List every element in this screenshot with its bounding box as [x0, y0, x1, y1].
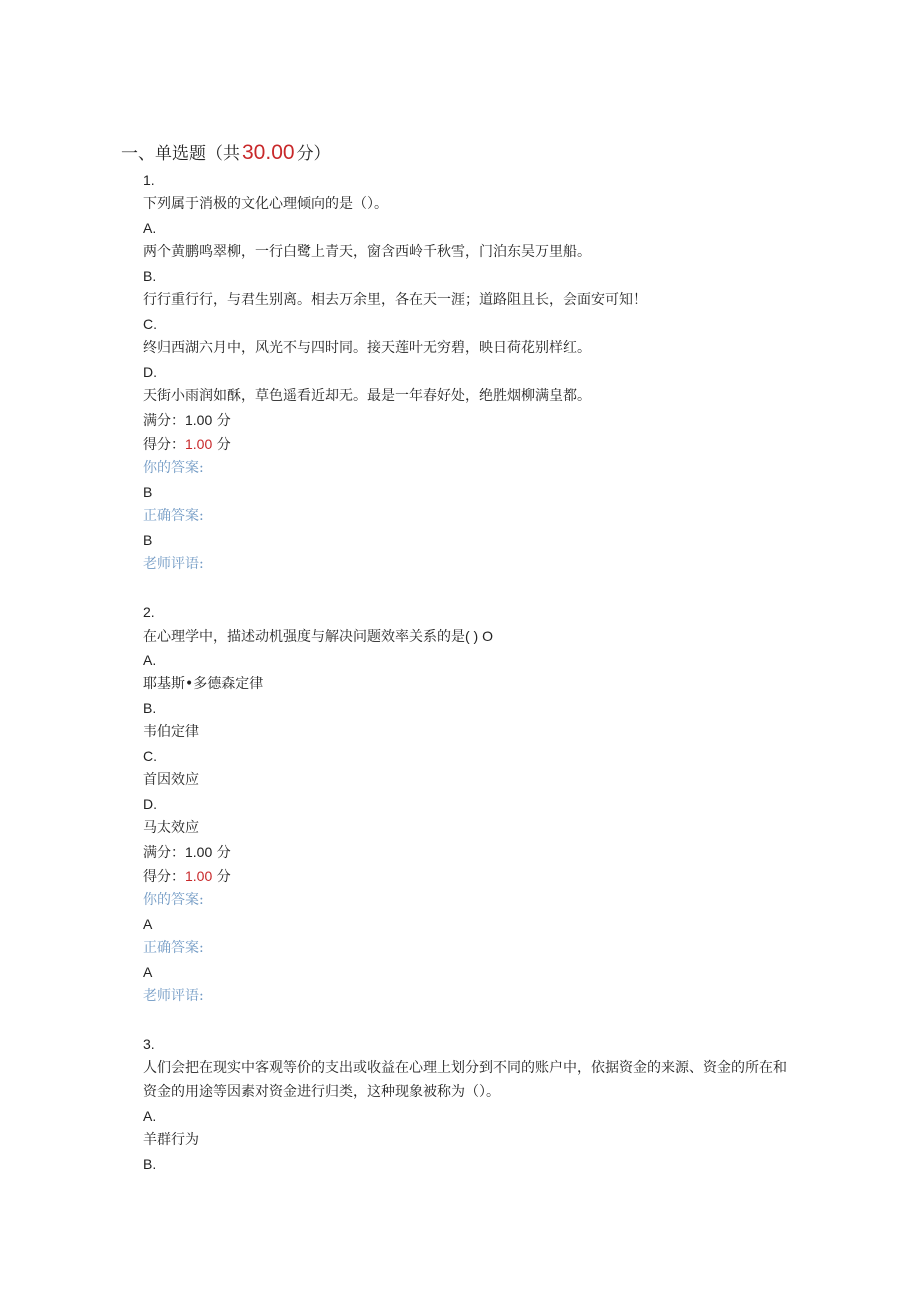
- question-1: [143, 168, 788, 600]
- score-label: 得分：: [143, 437, 185, 453]
- option-b-text: 韦伯定律: [143, 724, 199, 740]
- correct-answer-value: B: [143, 532, 153, 548]
- correct-answer-label: 正确答案:: [143, 508, 204, 524]
- option-c-text: 首因效应: [143, 772, 199, 788]
- score-value: 1.00: [185, 436, 213, 452]
- your-answer-label: 你的答案:: [143, 892, 204, 908]
- full-score-unit: 分: [216, 413, 231, 429]
- question-text: [143, 624, 788, 648]
- your-answer-label: 你的答案:: [143, 460, 204, 476]
- score: [143, 864, 788, 888]
- full-score-label: 满分：: [143, 845, 185, 861]
- option-b-text: 行行重行行，与君生别离。相去万余里，各在天一涯；道路阻且长，会面安可知！: [143, 292, 647, 308]
- option-a-text: 两个黄鹏鸣翠柳，一行白鹭上青天，窗含西岭千秋雪，门泊东吴万里船。: [143, 244, 591, 260]
- option-c-text: 终归西湖六月中，风光不与四时同。接天莲叶无穷碧，映日荷花别样红。: [143, 340, 591, 356]
- full-score: [143, 408, 788, 432]
- full-score-unit: 分: [216, 845, 231, 861]
- question-number: 1.: [143, 172, 155, 188]
- question-spacer: [143, 576, 788, 600]
- question-3: [143, 1032, 788, 1176]
- option-c-label: C.: [143, 748, 157, 764]
- option-a-label: A.: [143, 220, 157, 236]
- option-a-text: 耶基斯•多德森定律: [143, 676, 264, 692]
- score-unit: 分: [216, 437, 231, 453]
- your-answer-value: B: [143, 484, 153, 500]
- question-number: 2.: [143, 604, 155, 620]
- section-title: [121, 139, 331, 168]
- question-list: [143, 168, 788, 1176]
- correct-answer-value: A: [143, 964, 153, 980]
- option-d-label: D.: [143, 796, 157, 812]
- your-answer-value: A: [143, 916, 153, 932]
- correct-answer-label: 正确答案:: [143, 940, 204, 956]
- question-2: [143, 600, 788, 1032]
- option-c-label: C.: [143, 316, 157, 332]
- score: [143, 432, 788, 456]
- score-unit: 分: [216, 869, 231, 885]
- section-points: 30.00: [242, 141, 295, 164]
- question-spacer: [143, 1008, 788, 1032]
- teacher-comment-label: 老师评语:: [143, 556, 204, 572]
- option-a-text: 羊群行为: [143, 1132, 199, 1148]
- score-value: 1.00: [185, 868, 213, 884]
- full-score: [143, 840, 788, 864]
- question-text: 下列属于消极的文化心理倾向的是（）。: [143, 196, 388, 212]
- option-b-label: B.: [143, 268, 157, 284]
- section-title-suffix: 分）: [296, 144, 331, 164]
- option-d-label: D.: [143, 364, 157, 380]
- question-text-main: 在心理学中，描述动机强度与解决问题效率关系的是: [143, 629, 465, 645]
- option-b-label: B.: [143, 1156, 157, 1172]
- option-d-text: 天街小雨润如酥，草色遥看近却无。最是一年春好处，绝胜烟柳满皇都。: [143, 388, 591, 404]
- full-score-label: 满分：: [143, 413, 185, 429]
- option-b-label: B.: [143, 700, 157, 716]
- question-text: 人们会把在现实中客观等价的支出或收益在心理上划分到不同的账户中，依据资金的来源、资金的所在和资金的用途等因素对资金进行归类，这种现象被称为（）。: [143, 1060, 787, 1100]
- question-text-tail: ( ) O: [465, 628, 493, 644]
- full-score-value: 1.00: [185, 844, 213, 860]
- section-title-prefix: 一、单选题（共: [121, 144, 240, 164]
- full-score-value: 1.00: [185, 412, 213, 428]
- option-a-label: A.: [143, 652, 157, 668]
- score-label: 得分：: [143, 869, 185, 885]
- option-d-text: 马太效应: [143, 820, 199, 836]
- teacher-comment-label: 老师评语:: [143, 988, 204, 1004]
- question-number: 3.: [143, 1036, 155, 1052]
- option-a-label: A.: [143, 1108, 157, 1124]
